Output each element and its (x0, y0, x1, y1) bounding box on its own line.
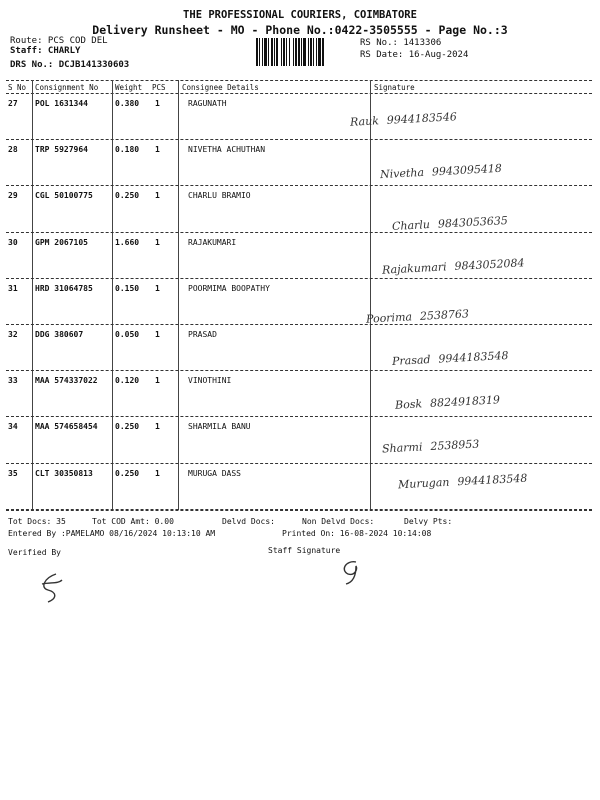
handwritten-signature (392, 214, 508, 233)
row-pcs: 1 (155, 376, 160, 386)
handwritten-signature (398, 471, 528, 491)
row-pcs: 1 (155, 422, 160, 432)
row-consignment-no: POL 1631344 (35, 99, 88, 108)
verified-by-label: Verified By (8, 548, 61, 557)
staff-label: Staff: CHARLY (10, 46, 81, 56)
printed-on: Printed On: 16-08-2024 10:14:08 (282, 529, 432, 538)
row-weight: 0.180 (115, 145, 140, 155)
signature-phone: 9843052084 (454, 255, 525, 273)
rs-date: RS Date: 16-Aug-2024 (360, 50, 469, 60)
handwritten-signature (392, 349, 509, 368)
column-header-sno: S No (8, 83, 27, 92)
row-separator (6, 463, 592, 464)
signature-phone: 9843053635 (437, 214, 509, 232)
row-consignment-no: CLT 30350813 (35, 468, 93, 478)
row-consignee: NIVETHA ACHUTHAN (188, 145, 266, 155)
runsheet-title: Delivery Runsheet - MO - Phone No.:0422-3505555 - Page No.:3 (92, 23, 508, 37)
row-consignee: RAJAKUMARI (188, 237, 237, 247)
row-consignment-no: HRD 31064785 (35, 283, 93, 293)
row-consignment-no: MAA 574337022 (35, 376, 98, 386)
signature-name: Murugan (397, 475, 450, 491)
barcode-icon (256, 38, 352, 66)
entered-by: Entered By :PAMELAMO 08/16/2024 10:13:10 AM (8, 529, 216, 538)
handwritten-signature (350, 110, 457, 129)
signature-name: Rauk (349, 114, 380, 129)
signature-phone: 2538953 (430, 437, 480, 454)
row-separator (6, 324, 592, 325)
row-consignee: MURUGA DASS (188, 468, 241, 478)
row-sno: 35 (8, 468, 18, 478)
handwritten-signature (395, 393, 501, 411)
staff-signature-label: Staff Signature (268, 546, 341, 555)
row-sno: 27 (8, 99, 18, 108)
rs-number: RS No.: 1413306 (360, 38, 442, 48)
row-sno: 34 (8, 422, 18, 432)
signature-name: Nivetha (379, 166, 425, 182)
row-weight: 0.250 (115, 468, 140, 478)
row-pcs: 1 (155, 330, 160, 339)
signature-phone: 9944183548 (438, 348, 509, 366)
row-pcs: 1 (155, 99, 160, 108)
signature-name: Prasad (391, 353, 431, 369)
row-pcs: 1 (155, 468, 160, 478)
table-top-rule (6, 80, 592, 81)
row-weight: 0.150 (115, 283, 140, 293)
column-header-weight: Weight (115, 83, 143, 92)
row-weight: 0.250 (115, 422, 140, 432)
row-consignee: VINOTHINI (188, 376, 232, 386)
total-cod-amount: Tot COD Amt: 0.00 (92, 517, 174, 526)
row-sno: 28 (8, 145, 18, 155)
handwritten-signature (382, 438, 480, 456)
row-consignment-no: DDG 380607 (35, 330, 84, 339)
row-weight: 1.660 (115, 237, 140, 247)
signature-phone: 2538763 (419, 307, 470, 323)
table-header-rule (6, 93, 592, 94)
company-name: THE PROFESSIONAL COURIERS, COIMBATORE (183, 9, 417, 21)
row-sno: 32 (8, 330, 18, 339)
handwritten-signature (380, 162, 502, 181)
row-sno: 33 (8, 376, 18, 386)
drs-number: DRS No.: DCJB141330603 (10, 60, 130, 70)
row-separator (6, 370, 592, 371)
row-weight: 0.050 (115, 330, 140, 339)
row-weight: 0.380 (115, 99, 140, 108)
verified-signature-mark (36, 570, 66, 606)
row-consignee: RAGUNATH (188, 99, 227, 108)
row-separator (6, 232, 592, 233)
row-consignee: SHARMILA BANU (188, 422, 251, 432)
column-header-pcs: PCS (152, 83, 166, 92)
signature-name: Bosk (394, 397, 423, 412)
row-separator (6, 416, 592, 417)
row-pcs: 1 (155, 145, 160, 155)
handwritten-signature (382, 256, 525, 276)
delivered-docs: Delvd Docs: (222, 517, 275, 526)
row-consignee: PRASAD (188, 330, 217, 339)
row-consignee: POORMIMA BOOPATHY (188, 283, 270, 293)
signature-phone: 9944183548 (457, 471, 528, 488)
signature-name: Sharmi (381, 440, 423, 456)
signature-name: Charlu (391, 218, 431, 234)
row-consignee: CHARLU BRAMIO (188, 191, 251, 201)
signature-phone: 9943095418 (431, 162, 503, 179)
column-divider (178, 80, 179, 510)
row-pcs: 1 (155, 283, 160, 293)
staff-signature-mark (336, 556, 366, 586)
delivery-points: Delvy Pts: (404, 517, 453, 526)
row-separator (6, 278, 592, 279)
handwritten-signature (366, 307, 470, 325)
row-consignment-no: CGL 50100775 (35, 191, 93, 201)
column-header-signature: Signature (374, 83, 415, 92)
row-consignment-no: TRP 5927964 (35, 145, 88, 155)
column-header-consignment: Consignment No (35, 83, 99, 92)
signature-phone: 8824918319 (429, 393, 501, 411)
non-delivered-docs: Non Delvd Docs: (302, 517, 375, 526)
signature-phone: 9944183546 (386, 110, 458, 127)
total-docs: Tot Docs: 35 (8, 517, 66, 526)
row-consignment-no: GPM 2067105 (35, 237, 88, 247)
row-separator (6, 185, 592, 186)
column-divider (370, 80, 371, 510)
signature-name: Rajakumari (381, 259, 447, 277)
row-sno: 29 (8, 191, 18, 201)
row-weight: 0.250 (115, 191, 140, 201)
row-separator (6, 139, 592, 140)
row-pcs: 1 (155, 237, 160, 247)
column-divider (112, 80, 113, 510)
row-weight: 0.120 (115, 376, 140, 386)
table-bottom-rule (6, 510, 592, 511)
route-label: Route: PCS COD DEL (10, 36, 108, 46)
row-sno: 31 (8, 283, 18, 293)
column-header-consignee: Consignee Details (182, 83, 259, 92)
column-divider (32, 80, 33, 510)
signature-name: Poorima (365, 310, 413, 326)
row-sno: 30 (8, 237, 18, 247)
row-pcs: 1 (155, 191, 160, 201)
row-consignment-no: MAA 574658454 (35, 422, 98, 432)
